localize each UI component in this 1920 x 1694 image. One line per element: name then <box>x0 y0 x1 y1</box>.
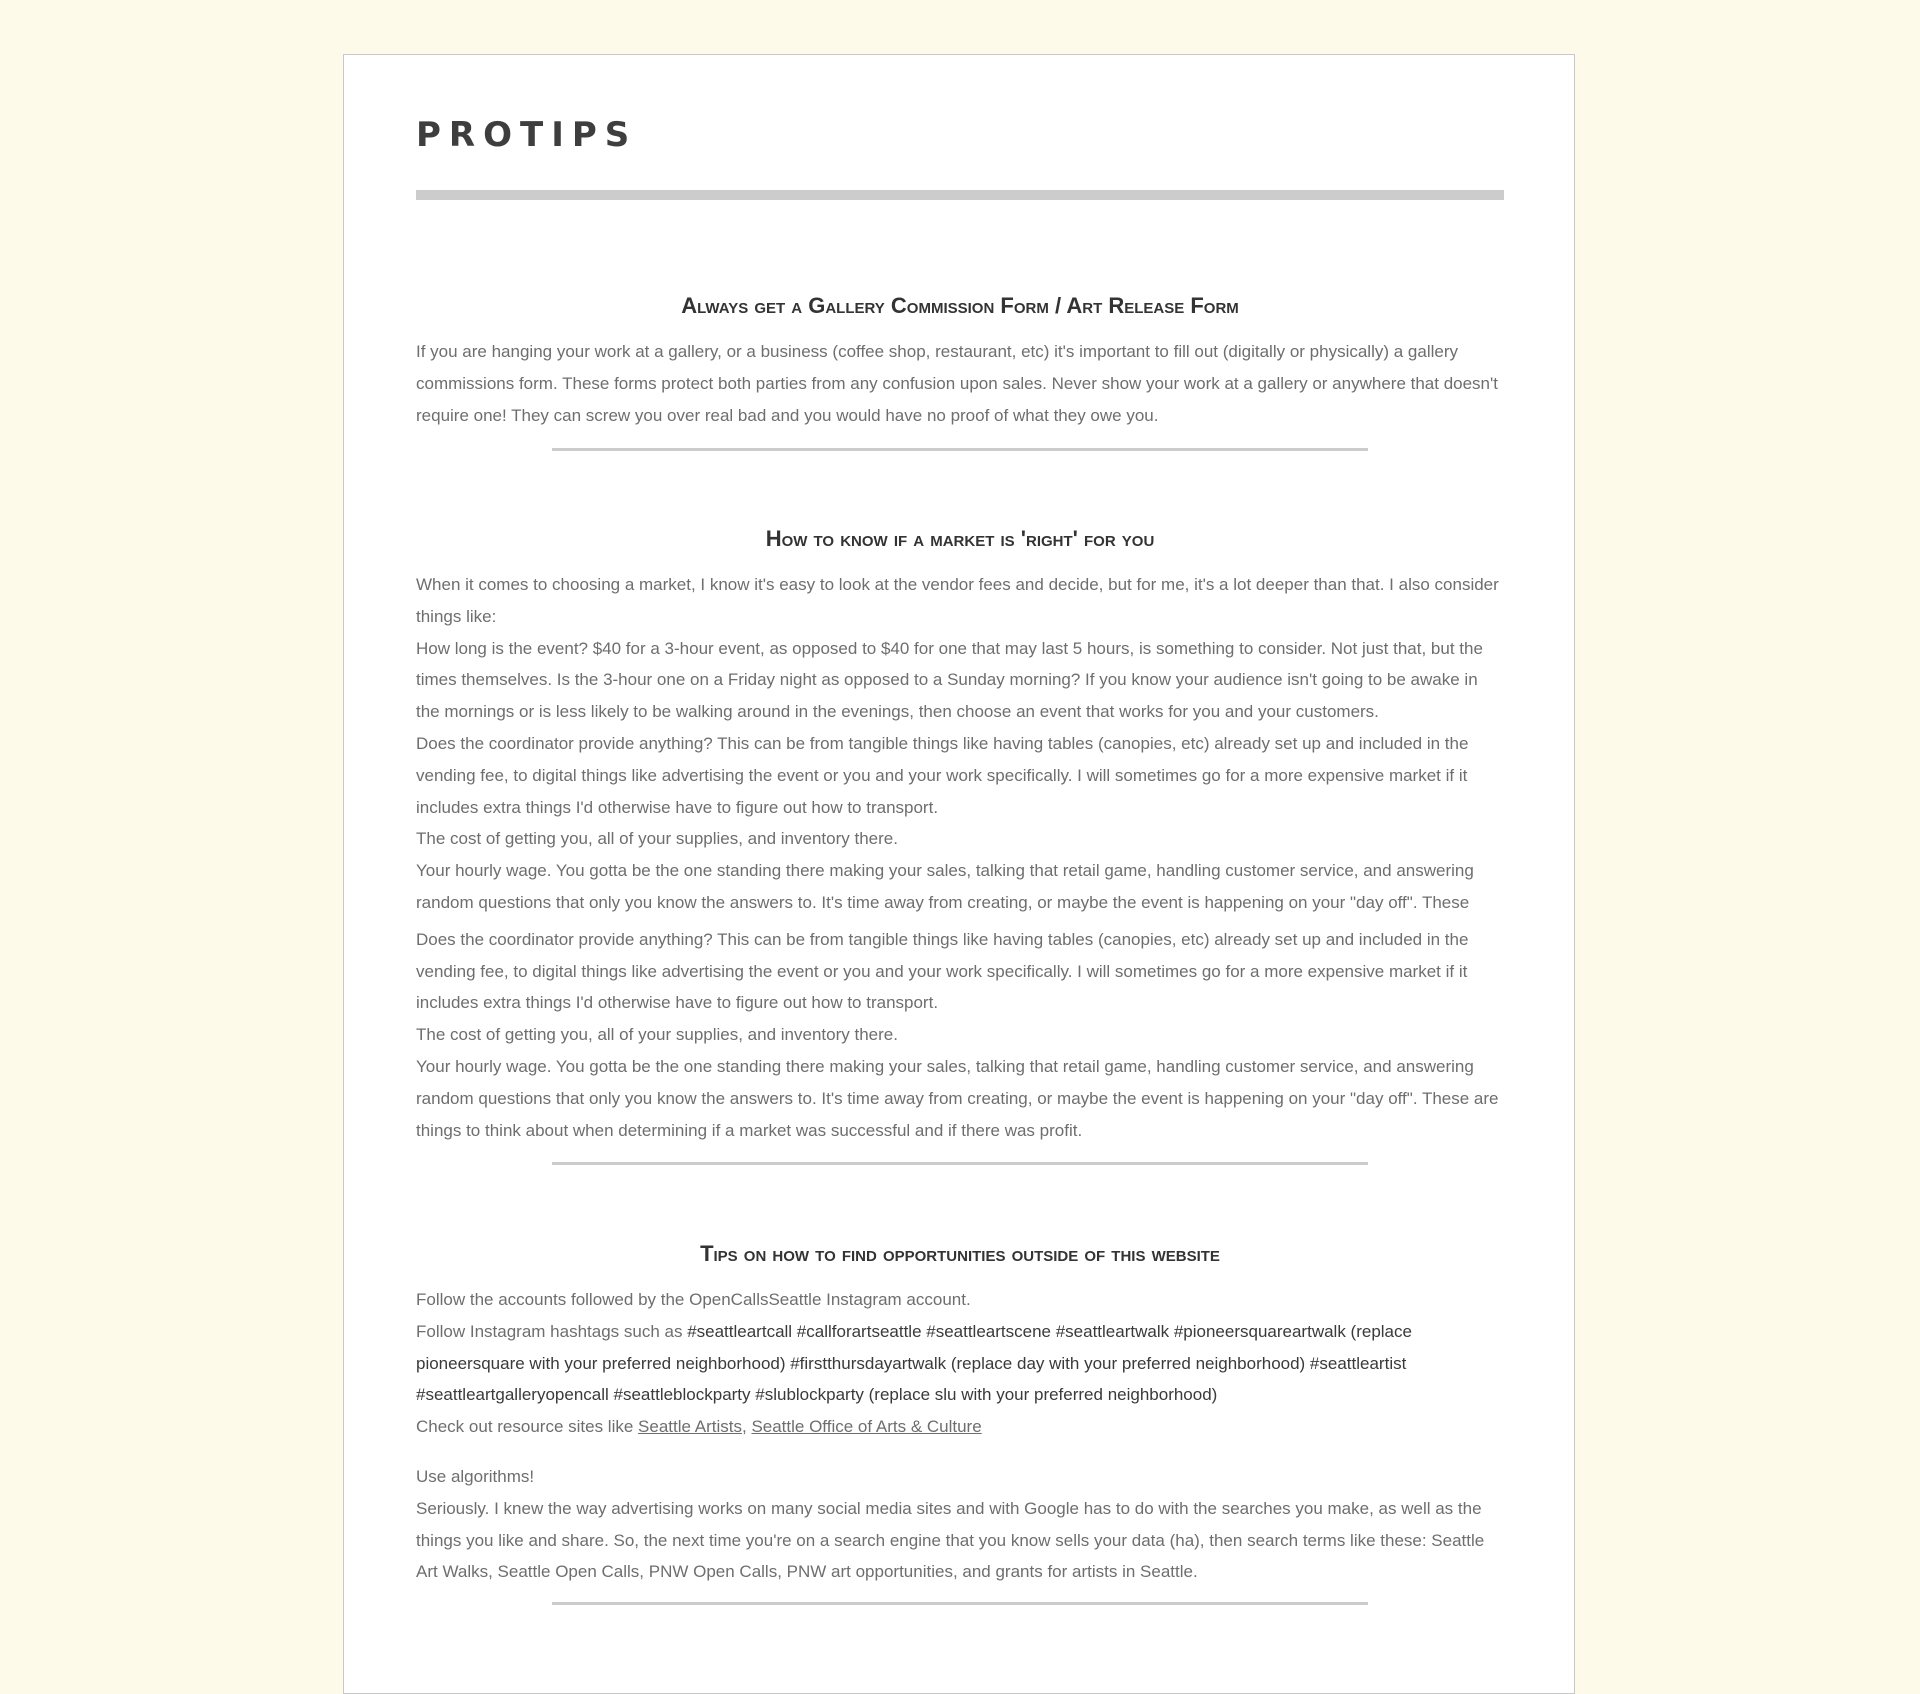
paragraph: Your hourly wage. You gotta be the one standing there making your sales, talking that retail game, handling customer service, and answering random questions that only you know the answers to. It's time away from creating, or maybe the event is happening on your "day off". These <box>416 861 1474 912</box>
section-market-right <box>416 524 1504 1146</box>
section-find-opportunities <box>416 1239 1504 1588</box>
title-divider <box>416 190 1504 200</box>
paragraph: The cost of getting you, all of your supplies, and inventory there. <box>416 1025 898 1045</box>
section-body <box>416 569 1504 1146</box>
resources-intro: Check out resource sites like <box>416 1417 639 1437</box>
hashtags-list: #seattleartcall #callforartseattle #seattleartscene #seattleartwalk #pioneersquareartwalk (replace pioneersquare with your preferred neighborhood) #firstthursdayartwalk (replace day with your preferred neighborhood) #seattleartist #seattleartgalleryopencall #seattleblockparty #slublockparty (replace slu with your preferred neighborhood) <box>416 1321 1412 1405</box>
algorithms-paragraph: Seriously. I knew the way advertising works on many social media sites and with Google has to do with the searches you make, as well as the things you like and share. So, the next time you're on a search engine that you know sells your data (ha), then search terms like these: Seattle Art Walks, Seattle Open Calls, PNW Open Calls, PNW art opportunities, and grants for artists in Seattle. <box>416 1498 1485 1582</box>
seattle-artists-link[interactable]: Seattle Artists <box>638 1417 742 1437</box>
hashtags-paragraph <box>416 1316 1504 1411</box>
content-card <box>343 54 1575 1694</box>
section-heading: Always get a Gallery Commission Form / Art Release Form <box>681 293 1239 318</box>
section-commission-form <box>416 291 1504 431</box>
section-body <box>416 1284 1504 1588</box>
paragraph: Your hourly wage. You gotta be the one standing there making your sales, talking that retail game, handling customer service, and answering random questions that only you know the answers to. It's time away from creating, or maybe the event is happening on your "day off". These are things to think about when determining if a market was successful and if there was profit. <box>416 1056 1499 1140</box>
section-divider <box>552 1162 1368 1165</box>
content-inner <box>416 55 1504 1582</box>
section-heading: How to know if a market is 'right' for you <box>765 526 1155 551</box>
paragraph: Does the coordinator provide anything? This can be from tangible things like having tables (canopies, etc) already set up and included in the vending fee, to digital things like advertising the event or you and your work specifically. I will sometimes go for a more expensive market if it includes extra things I'd otherwise have to figure out how to transport. <box>416 929 1469 1013</box>
spacer <box>416 1443 1504 1461</box>
paragraph: Does the coordinator provide anything? This can be from tangible things like having tables (canopies, etc) already set up and included in the vending fee, to digital things like advertising the event or you and your work specifically. I will sometimes go for a more expensive market if it includes extra things I'd otherwise have to figure out how to transport. <box>416 733 1469 817</box>
section-divider <box>552 1602 1368 1605</box>
resources-separator: , <box>741 1417 752 1437</box>
follow-accounts-text: Follow the accounts followed by the OpenCallsSeattle Instagram account. <box>416 1290 971 1309</box>
section-heading: Tips on how to find opportunities outside of this website <box>700 1241 1220 1266</box>
section-divider <box>552 448 1368 451</box>
resources-paragraph <box>416 1411 1504 1443</box>
paragraph: How long is the event? $40 for a 3-hour event, as opposed to $40 for one that may last 5 hours, is something to consider. Not just that, but the times themselves. Is the 3-hour one on a Friday night as opposed to a Sunday morning? If you know your audience isn't going to be awake in the mornings or is less likely to be walking around in the evenings, then choose an event that works for you and your customers. <box>416 638 1483 722</box>
hashtags-intro: Follow Instagram hashtags such as <box>416 1321 688 1341</box>
section-body <box>416 336 1504 431</box>
algorithms-heading: Use algorithms! <box>416 1466 535 1486</box>
paragraph: If you are hanging your work at a gallery, or a business (coffee shop, restaurant, etc) it's important to fill out (digitally or physically) a gallery commissions form. These forms protect both parties from any confusion upon sales. Never show your work at a gallery or anywhere that doesn't require one! They can screw you over real bad and you would have no proof of what they owe you. <box>416 342 1498 425</box>
paragraph: When it comes to choosing a market, I know it's easy to look at the vendor fees and decide, but for me, it's a lot deeper than that. I also consider things like: <box>416 575 1499 626</box>
paragraph: The cost of getting you, all of your supplies, and inventory there. <box>416 829 898 849</box>
page-title: PROTIPS <box>416 115 638 155</box>
seattle-office-arts-culture-link[interactable]: Seattle Office of Arts & Culture <box>751 1417 982 1437</box>
